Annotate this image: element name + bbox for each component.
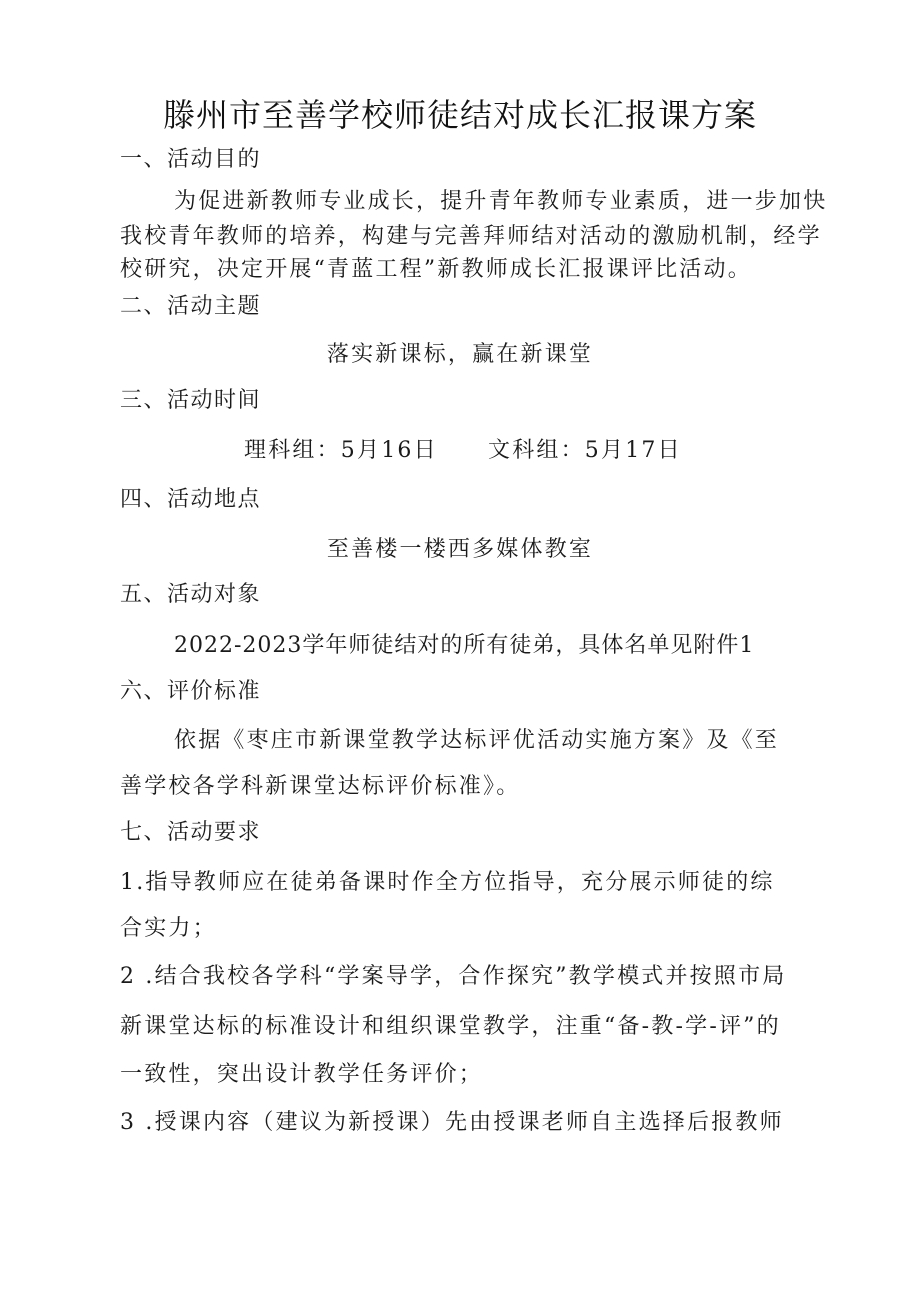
section-heading-time: 三、活动时间 [120, 388, 262, 413]
science-group-date: 理科组：5月16日 [244, 438, 438, 463]
purpose-line-1: 为促进新教师专业成长，提升青年教师专业素质，进一步加快 [174, 189, 828, 214]
purpose-line-2: 我校青年教师的培养，构建与完善拜师结对活动的激励机制，经学 [120, 224, 822, 249]
theme-text: 落实新课标，赢在新课堂 [326, 342, 594, 367]
section-heading-theme: 二、活动主题 [120, 294, 262, 319]
liberal-arts-group-date: 文科组：5月17日 [488, 438, 682, 463]
criteria-line-1: 依据《枣庄市新课堂教学达标评优活动实施方案》及《至 [174, 728, 780, 753]
purpose-line-3: 校研究，决定开展“青蓝工程”新教师成长汇报课评比活动。 [120, 257, 752, 282]
section-heading-purpose: 一、活动目的 [120, 147, 262, 172]
requirement-line-2: 合实力； [120, 916, 217, 941]
location-text: 至善楼一楼西多媒体教室 [326, 537, 594, 562]
requirement-line-1: 1.指导教师应在徒弟备课时作全方位指导，充分展示师徒的综 [120, 870, 775, 895]
requirement-line-4: 新课堂达标的标准设计和组织课堂教学，注重“备-教-学-评”的 [120, 1014, 781, 1039]
section-heading-participants: 五、活动对象 [120, 582, 262, 607]
criteria-line-2: 善学校各学科新课堂达标评价标准》。 [120, 774, 521, 799]
requirement-line-6: 3 .授课内容（建议为新授课）先由授课老师自主选择后报教师 [120, 1110, 784, 1135]
section-heading-criteria: 六、评价标准 [120, 679, 262, 704]
participants-text: 2022-2023学年师徒结对的所有徒弟，具体名单见附件1 [174, 633, 755, 658]
document-title: 滕州市至善学校师徒结对成长汇报课方案 [162, 96, 757, 134]
section-heading-requirements: 七、活动要求 [120, 820, 262, 845]
requirement-line-5: 一致性，突出设计教学任务评价； [120, 1062, 484, 1087]
requirement-line-3: 2 .结合我校各学科“学案导学，合作探究”教学模式并按照市局 [120, 964, 787, 989]
section-heading-location: 四、活动地点 [120, 487, 262, 512]
